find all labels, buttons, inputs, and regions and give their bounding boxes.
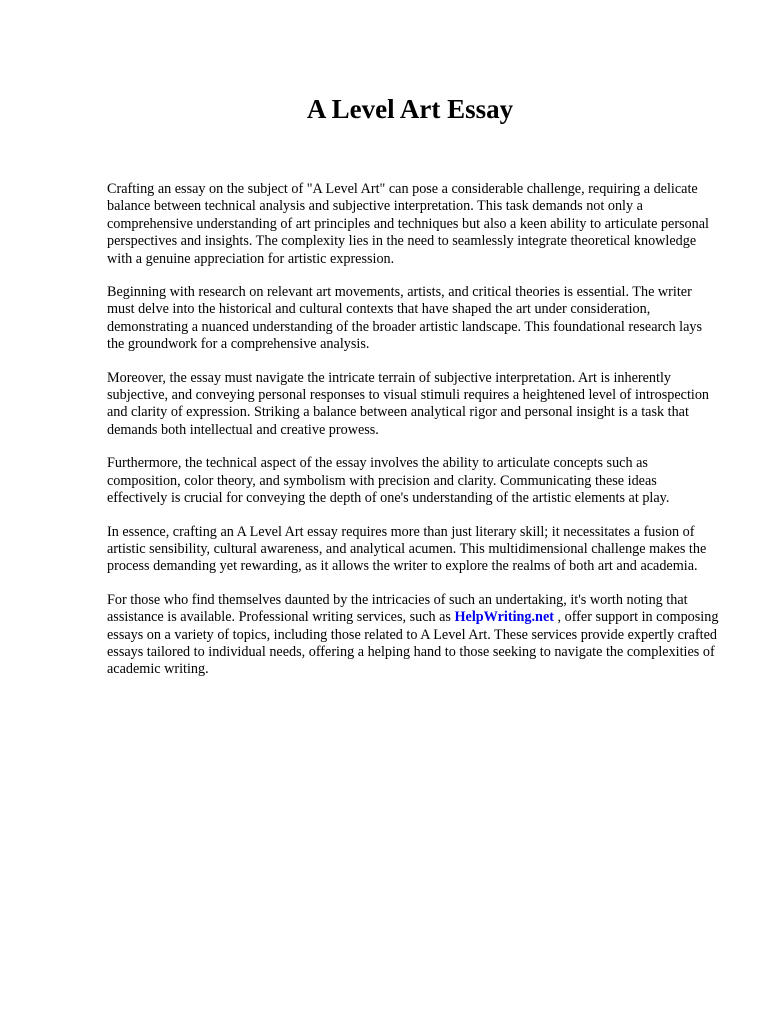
paragraph-4: Furthermore, the technical aspect of the essay involves the ability to articulate concepts such as composition, color theory, and symbolism with precision and clarity. Communicating these ideas effectively is crucial for conveying the depth of one's understanding of the artistic elements at play. [107,455,670,507]
paragraph-3: Moreover, the essay must navigate the intricate terrain of subjective interpretation. Art is inherently subjective, and conveying personal responses to visual stimuli requires a heightened level of introspection and clarity of expression. Striking a balance between analytical rigor and personal insight is a task that demands both intellectual and creative prowess. [107,369,710,438]
document-title: A Level Art Essay [306,94,514,124]
document-body [107,181,719,695]
paragraph-2: Beginning with research on relevant art movements, artists, and critical theories is essential. The writer must delve into the historical and cultural contexts that have shaped the art under consideration, demonstrating a nuanced understanding of the broader artistic landscape. This foundational research lays the groundwork for a comprehensive analysis. [107,284,703,353]
paragraph-5: In essence, crafting an A Level Art essay requires more than just literary skill; it necessitates a fusion of artistic sensibility, cultural awareness, and analytical acumen. This multidimensional challenge makes the process demanding yet rewarding, as it allows the writer to explore the realms of both art and academia. [107,523,707,575]
paragraph-6-text-before-link: For those who find themselves daunted by the intricacies of such an undertaking, it's worth noting that assistance is available. Professional writing services, such as [107,591,688,626]
paragraph-1: Crafting an essay on the subject of "A Level Art" can pose a considerable challenge, requiring a delicate balance between technical analysis and subjective interpretation. This task demands not only a comprehensive understanding of art principles and techniques but also a keen ability to articulate personal perspectives and insights. The complexity lies in the need to seamlessly integrate theoretical knowledge with a genuine appreciation for artistic expression. [107,181,709,267]
helpwriting-link[interactable]: HelpWriting.net [454,609,554,626]
paragraph-6 [107,592,719,679]
paragraph-6-text-after-link: , offer support in composing essays on a variety of topics, including those related to A Level Art. These services provide expertly crafted essays tailored to individual needs, offering a helping hand to those seeking to navigate the complexities of academic writing. [107,609,719,678]
